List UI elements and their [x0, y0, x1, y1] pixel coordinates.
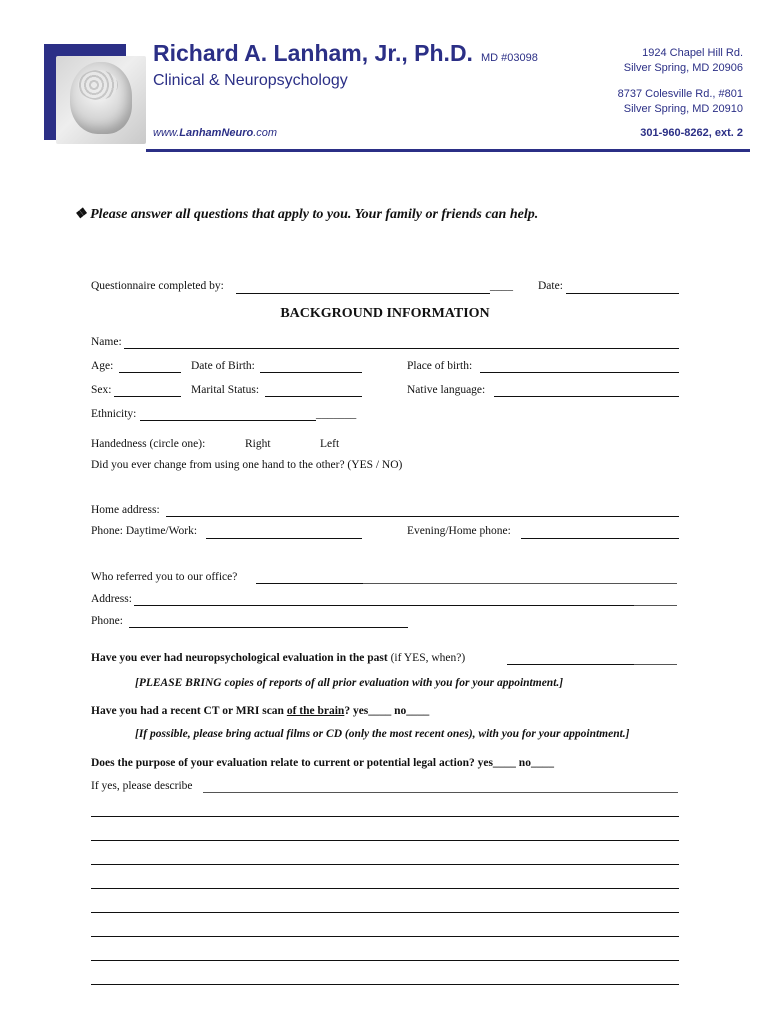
describe-line[interactable] — [91, 840, 679, 841]
brain-image — [56, 56, 146, 144]
marital-field[interactable] — [265, 396, 362, 397]
ct-question-underlined: of the brain — [286, 705, 345, 717]
handedness-right-option[interactable]: Right — [245, 438, 271, 450]
address-chapel-hill — [624, 46, 743, 76]
phone-day-label: Phone: Daytime/Work: — [91, 525, 198, 537]
sex-field[interactable] — [114, 396, 181, 397]
describe-line-first[interactable] — [203, 792, 678, 793]
sex-label: Sex: — [91, 384, 112, 396]
ct-mri-question — [91, 705, 429, 717]
address-line: Silver Spring, MD 20910 — [623, 103, 743, 115]
name-field[interactable] — [124, 348, 679, 349]
completed-by-field[interactable] — [236, 293, 490, 294]
describe-line[interactable] — [91, 960, 679, 961]
neuro-eval-note: [PLEASE BRING copies of reports of all prior evaluation with you for your appointment.] — [135, 677, 564, 689]
describe-line[interactable] — [91, 864, 679, 865]
neuro-eval-field[interactable] — [507, 664, 634, 665]
completed-by-tail: ____ — [490, 280, 513, 292]
neuro-eval-paren: (if YES, when?) — [390, 652, 466, 664]
ct-question-part1: Have you had a recent CT or MRI scan — [91, 705, 284, 717]
describe-line[interactable] — [91, 936, 679, 937]
legal-question[interactable]: Does the purpose of your evaluation relate to current or potential legal action? yes____ no____ — [91, 757, 554, 769]
date-field[interactable] — [566, 293, 679, 294]
office-phone: 301-960-8262, ext. 2 — [640, 127, 743, 139]
home-address-label: Home address: — [91, 504, 160, 516]
hand-change-question[interactable]: Did you ever change from using one hand to the other? (YES / NO) — [91, 459, 403, 471]
describe-line[interactable] — [91, 888, 679, 889]
phone-field[interactable] — [129, 627, 408, 628]
website-suffix: .com — [253, 127, 278, 139]
marital-label: Marital Status: — [191, 384, 260, 396]
diamond-bullet-icon: ❖ — [74, 207, 87, 222]
address-line: 1924 Chapel Hill Rd. — [642, 47, 743, 59]
describe-line[interactable] — [91, 912, 679, 913]
address-line: 8737 Colesville Rd., #801 — [617, 88, 743, 100]
address-line: Silver Spring, MD 20906 — [623, 62, 743, 74]
pob-label: Place of birth: — [407, 360, 473, 372]
date-label: Date: — [538, 280, 563, 292]
neuro-eval-text: Have you ever had neuropsychological evaluation in the past — [91, 652, 388, 664]
describe-line[interactable] — [91, 816, 679, 817]
handedness-left-option[interactable]: Left — [320, 438, 340, 450]
dob-field[interactable] — [260, 372, 362, 373]
native-language-field[interactable] — [494, 396, 679, 397]
name-label: Name: — [91, 336, 122, 348]
address-field[interactable] — [134, 605, 634, 606]
doctor-name: Richard A. Lanham, Jr., Ph.D. — [153, 40, 473, 66]
specialty: Clinical & Neuropsychology — [153, 72, 348, 89]
age-field[interactable] — [119, 372, 181, 373]
ethnicity-label: Ethnicity: — [91, 408, 137, 420]
ethnicity-field[interactable] — [140, 420, 316, 421]
describe-line[interactable] — [91, 984, 679, 985]
phone-evening-field[interactable] — [521, 538, 679, 539]
website-main: LanhamNeuro — [179, 127, 254, 139]
phone-evening-label: Evening/Home phone: — [407, 525, 511, 537]
referred-field-extension[interactable] — [363, 583, 677, 584]
section-title: BACKGROUND INFORMATION — [280, 306, 490, 321]
referred-label: Who referred you to our office? — [91, 571, 238, 583]
address-label: Address: — [91, 593, 132, 605]
instruction-text: Please answer all questions that apply to you. Your family or friends can help. — [90, 207, 539, 222]
header-divider — [146, 149, 750, 152]
age-label: Age: — [91, 360, 114, 372]
address-colesville — [618, 87, 743, 117]
brain-graphic — [78, 70, 118, 100]
neuro-eval-field-extension[interactable] — [634, 664, 677, 665]
ethnicity-tail: _______ — [316, 408, 357, 420]
dob-label: Date of Birth: — [191, 360, 255, 372]
phone-label: Phone: — [91, 615, 123, 627]
handedness-label: Handedness (circle one): — [91, 438, 206, 450]
website-prefix: www. — [153, 127, 180, 139]
phone-day-field[interactable] — [206, 538, 362, 539]
md-number: MD #03098 — [481, 52, 538, 64]
native-language-label: Native language: — [407, 384, 486, 396]
pob-field[interactable] — [480, 372, 679, 373]
ct-note: [If possible, please bring actual films or CD (only the most recent ones), with you for your appointment.] — [135, 728, 630, 740]
address-field-extension[interactable] — [634, 605, 677, 606]
website-link[interactable] — [153, 127, 277, 139]
instruction — [74, 206, 538, 223]
completed-by-label: Questionnaire completed by: — [91, 280, 224, 292]
referred-field[interactable] — [256, 583, 363, 584]
describe-label: If yes, please describe — [91, 780, 193, 792]
ct-question-part2[interactable]: ? yes____ no____ — [344, 705, 430, 717]
neuro-eval-question — [91, 652, 465, 664]
home-address-field[interactable] — [166, 516, 679, 517]
